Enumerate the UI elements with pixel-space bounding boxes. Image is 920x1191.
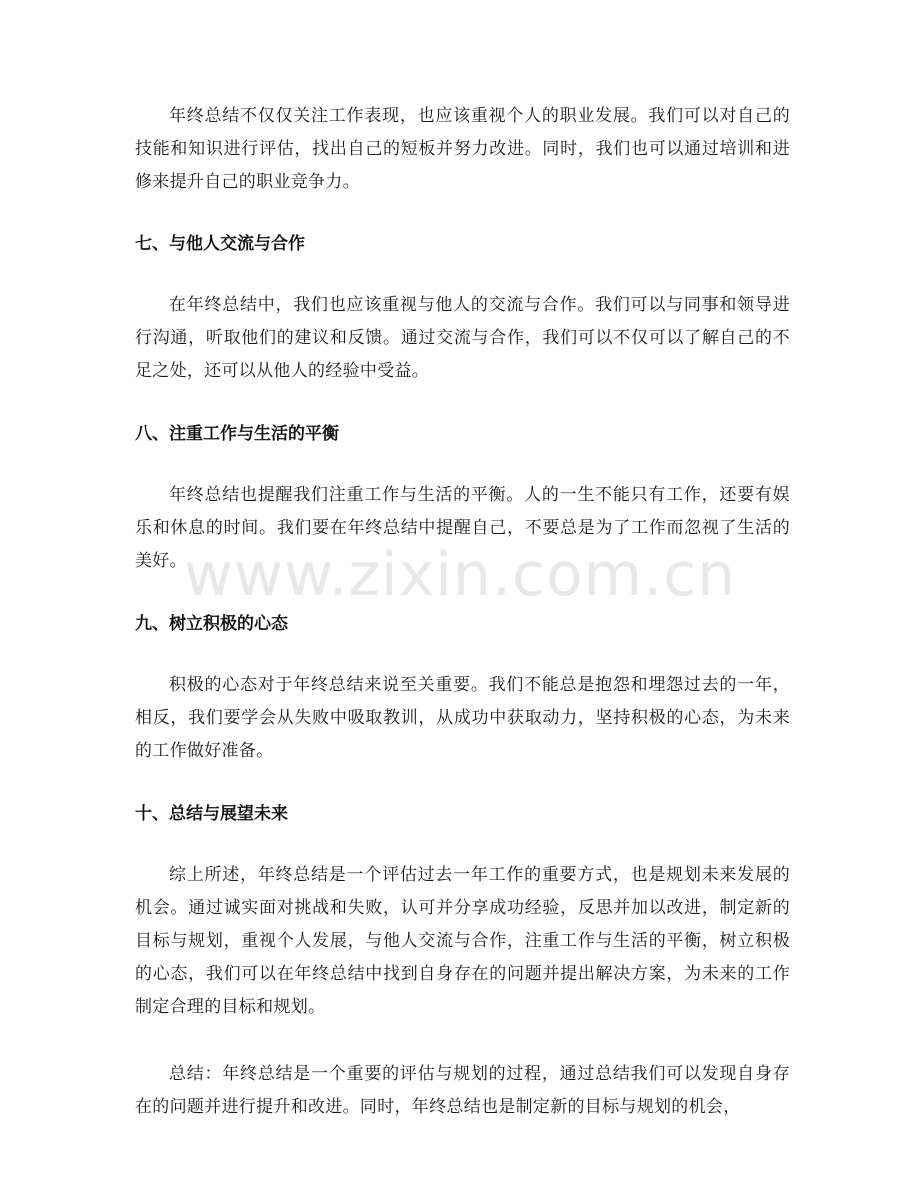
paragraph-communication: 在年终总结中，我们也应该重视与他人的交流与合作。我们可以与同事和领导进行沟通，听取他们的建议和反馈。通过交流与合作，我们可以不仅可以了解自己的不足之处，还可以从他人的经验中受益。 (135, 295, 790, 381)
heading-section-8: 八、注重工作与生活的平衡 (135, 424, 339, 444)
heading-section-7: 七、与他人交流与合作 (135, 234, 305, 254)
paragraph-summary: 总结：年终总结是一个重要的评估与规划的过程，通过总结我们可以发现自身存在的问题并进行提升和改进。同时，年终总结也是制定新的目标与规划的机会， (135, 1064, 790, 1117)
heading-section-10: 十、总结与展望未来 (135, 804, 288, 824)
heading-section-9: 九、树立积极的心态 (135, 614, 288, 634)
paragraph-work-life-balance: 年终总结也提醒我们注重工作与生活的平衡。人的一生不能只有工作，还要有娱乐和休息的时间。我们要在年终总结中提醒自己，不要总是为了工作而忽视了生活的美好。 (135, 485, 790, 571)
paragraph-conclusion-outlook: 综上所述，年终总结是一个评估过去一年工作的重要方式，也是规划未来发展的机会。通过诚实面对挑战和失败，认可并分享成功经验，反思并加以改进，制定新的目标与规划，重视个人发展，与他人交流与合作，注重工作与生活的平衡，树立积极的心态，我们可以在年终总结中找到自身存在的问题并提出解决方案，为未来的工作制定合理的目标和规划。 (135, 865, 790, 1017)
watermark-text: www.zixin.com.cn (183, 540, 737, 610)
paragraph-positive-attitude: 积极的心态对于年终总结来说至关重要。我们不能总是抱怨和埋怨过去的一年，相反，我们要学会从失败中吸取教训，从成功中获取动力，坚持积极的心态，为未来的工作做好准备。 (135, 675, 790, 761)
paragraph-career-development: 年终总结不仅仅关注工作表现，也应该重视个人的职业发展。我们可以对自己的技能和知识进行评估，找出自己的短板并努力改进。同时，我们也可以通过培训和进修来提升自己的职业竞争力。 (135, 106, 790, 192)
document-page (135, 100, 790, 1124)
